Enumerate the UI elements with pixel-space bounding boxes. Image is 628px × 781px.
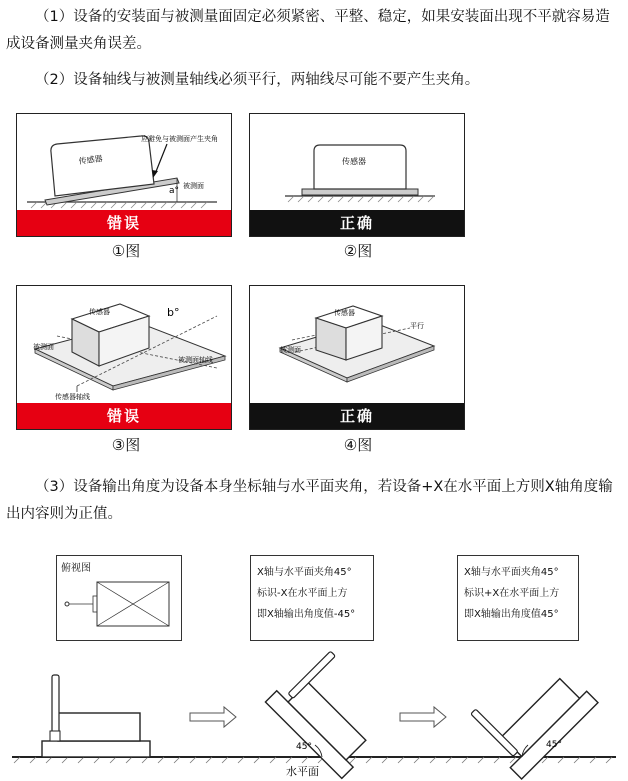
- paragraph-2: （2）设备轴线与被测量轴线必须平行，两轴线尽可能不要产生夹角。: [35, 72, 480, 88]
- topview-box: [56, 555, 182, 641]
- paragraph-3: （3）设备输出角度为设备本身坐标轴与水平面夹角，若设备+X在水平面上方则X轴角度输出内容则为正值。: [6, 479, 613, 522]
- info-box-1-text: [251, 556, 373, 625]
- info-box-2-line-3: 即X轴输出角度值45°: [464, 609, 559, 620]
- horizontal-plane-label: 水平面: [286, 765, 319, 778]
- angle-label-a: a°: [169, 186, 180, 196]
- info-box-2: [457, 555, 579, 641]
- horizontal-plane-diagram: [0, 641, 628, 781]
- sensor-label-2: 传感器: [342, 157, 366, 166]
- angle-label-45-b: 45°: [546, 740, 562, 750]
- info-box-1-line-3: 即X轴输出角度值-45°: [257, 609, 356, 620]
- surface-label-3: 被测面: [33, 343, 54, 351]
- info-box-2-line-2: 标识+X在水平面上方: [464, 588, 560, 599]
- figure-2-illustration: [250, 114, 463, 210]
- panel-3: [16, 285, 232, 430]
- info-box-1: [250, 555, 374, 641]
- figure-3-illustration: [17, 286, 230, 403]
- sensor-label-3: 传感器: [89, 308, 110, 316]
- info-box-1-line-2: 标识-X在水平面上方: [257, 588, 348, 599]
- surface-label-4: 被测面: [280, 346, 301, 354]
- status-bar-2: 正确: [250, 210, 464, 236]
- panel-2: [249, 113, 465, 237]
- info-box-2-text: [458, 556, 578, 625]
- caption-1: ①图: [111, 242, 141, 260]
- parallel-label: 平行: [410, 322, 424, 330]
- sensor-label-1: 传感器: [78, 154, 104, 166]
- status-bar-3: 错误: [17, 403, 231, 429]
- info-box-2-line-1: X轴与水平面夹角45°: [464, 567, 559, 578]
- sensor-label-4: 传感器: [334, 309, 355, 317]
- figure-4-illustration: [250, 286, 463, 403]
- status-bar-4: 正确: [250, 403, 464, 429]
- sensor-axis-label-3: 传感器轴线: [55, 393, 90, 401]
- axis-label-3: 被测面轴线: [178, 356, 213, 364]
- topview-title: 俯视图: [61, 563, 91, 574]
- paragraph-1: （1）设备的安装面与被测量面固定必须紧密、平整、稳定，如果安装面出现不平就容易造成设备测量夹角误差。: [6, 9, 610, 52]
- status-bar-1: 错误: [17, 210, 231, 236]
- panel-1: [16, 113, 232, 237]
- note-label: 应避免与被测面产生夹角: [141, 135, 218, 143]
- angle-label-45-a: 45°: [296, 742, 312, 752]
- topview-illustration: [57, 574, 181, 640]
- caption-2: ②图: [343, 242, 373, 260]
- panel-4: [249, 285, 465, 430]
- surface-label-1: 被测面: [183, 182, 204, 190]
- angle-label-b: b°: [167, 306, 180, 319]
- caption-4: ④图: [343, 436, 373, 454]
- figure-1-illustration: [17, 114, 230, 210]
- caption-3: ③图: [111, 436, 141, 454]
- info-box-1-line-1: X轴与水平面夹角45°: [257, 567, 352, 578]
